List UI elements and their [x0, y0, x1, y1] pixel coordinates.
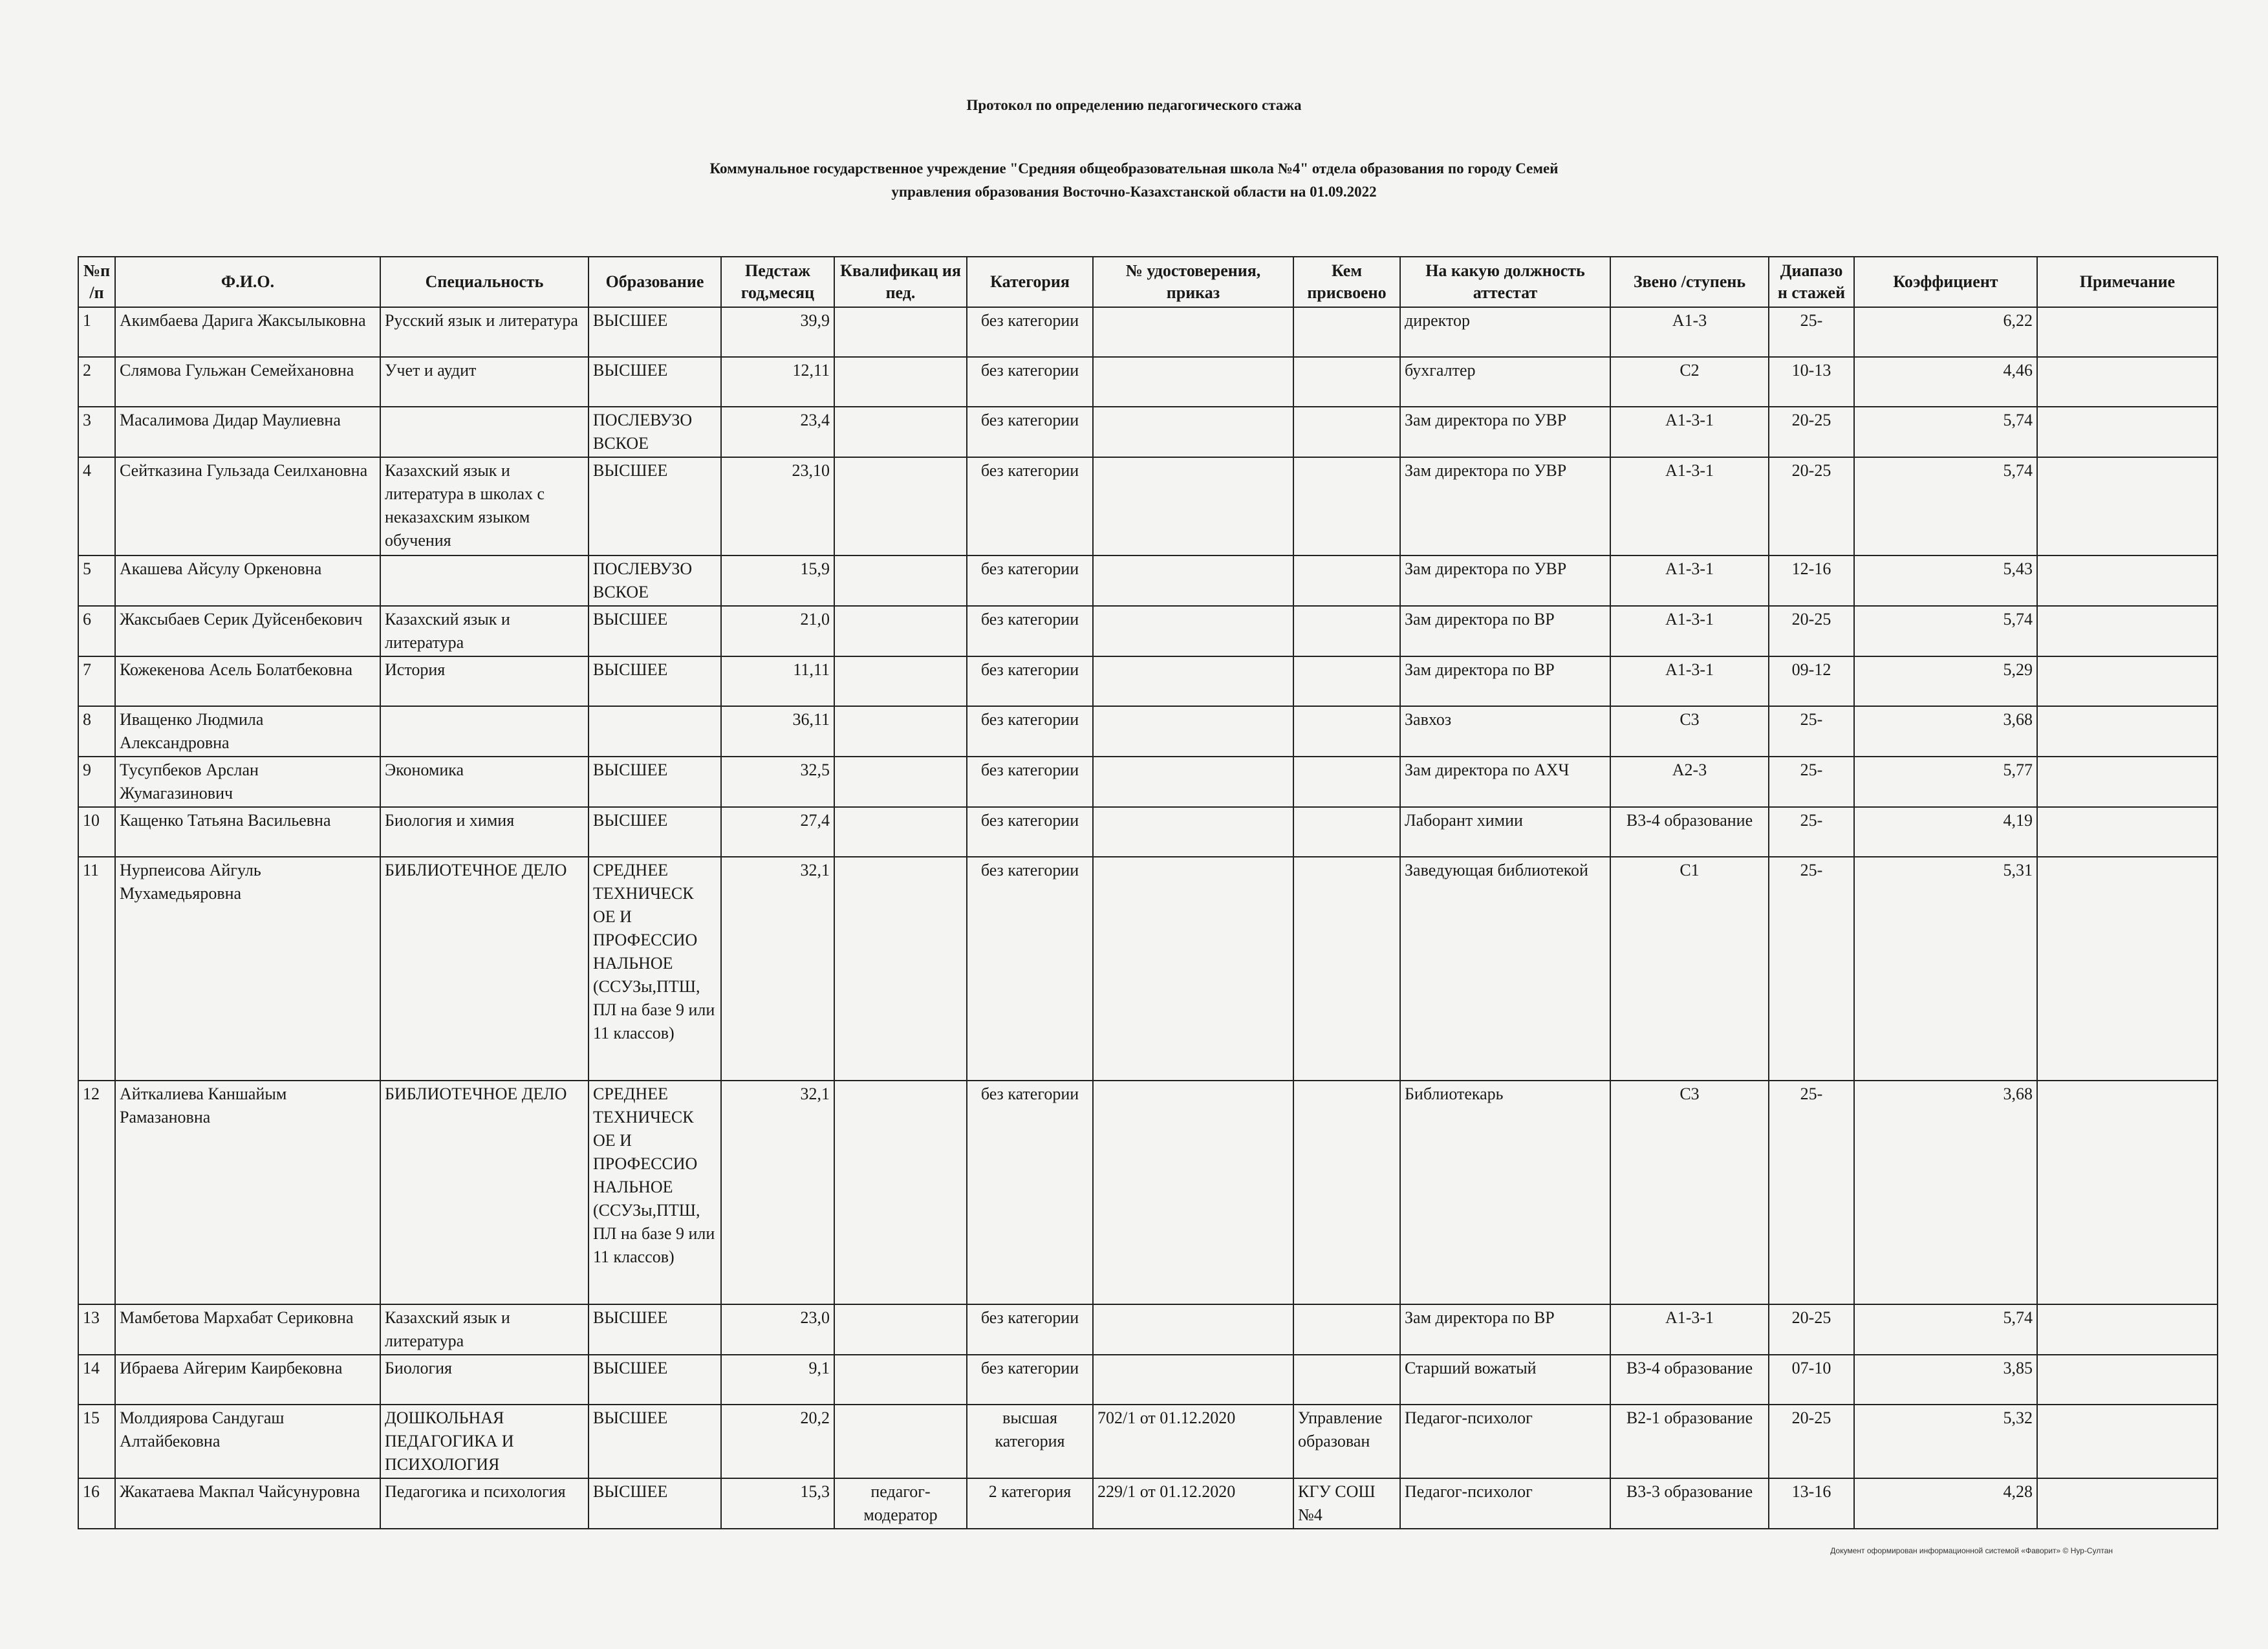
row-ped-stazh: 15,3 [721, 1478, 834, 1529]
row-range: 07-10 [1769, 1355, 1854, 1405]
row-assigned-by [1293, 357, 1400, 407]
row-fio: Жаксыбаев Серик Дуйсенбекович [115, 606, 380, 656]
row-specialty: ДОШКОЛЬНАЯ ПЕДАГОГИКА И ПСИХОЛОГИЯ [380, 1405, 589, 1478]
row-certificate [1093, 307, 1293, 357]
row-category: без категории [967, 357, 1093, 407]
header-range: Диапазо н стажей [1769, 257, 1854, 307]
row-qualification [834, 1405, 967, 1478]
row-position: Зам директора по ВР [1400, 656, 1610, 706]
row-range: 25- [1769, 857, 1854, 1081]
row-assigned-by [1293, 706, 1400, 757]
row-fio: Акашева Айсулу Оркеновна [115, 555, 380, 606]
table-row [78, 606, 2218, 656]
row-category: без категории [967, 606, 1093, 656]
table-row [78, 555, 2218, 606]
row-level: C1 [1610, 857, 1769, 1081]
row-specialty: Экономика [380, 757, 589, 807]
row-category: без категории [967, 656, 1093, 706]
row-assigned-by [1293, 807, 1400, 857]
table-row [78, 706, 2218, 757]
row-qualification [834, 606, 967, 656]
document-subtitle [0, 157, 2268, 204]
row-education: СРЕДНЕЕ ТЕХНИЧЕСК ОЕ И ПРОФЕССИО НАЛЬНОЕ (ССУЗы,ПТШ, ПЛ на базе 9 или 11 классов) [589, 857, 721, 1081]
row-coefficient: 5,29 [1854, 656, 2037, 706]
row-ped-stazh: 32,1 [721, 1081, 834, 1304]
row-range: 25- [1769, 757, 1854, 807]
row-note [2037, 457, 2218, 555]
row-qualification [834, 555, 967, 606]
row-certificate: 229/1 от 01.12.2020 [1093, 1478, 1293, 1529]
row-qualification [834, 1304, 967, 1355]
row-level: B3-4 образование [1610, 807, 1769, 857]
header-certificate: № удостоверения, приказ [1093, 257, 1293, 307]
row-coefficient: 3,68 [1854, 706, 2037, 757]
row-education: ВЫСШЕЕ [589, 757, 721, 807]
row-position: Завхоз [1400, 706, 1610, 757]
row-level: C3 [1610, 706, 1769, 757]
header-qualification: Квалификац ия пед. [834, 257, 967, 307]
row-education: ВЫСШЕЕ [589, 457, 721, 555]
row-ped-stazh: 32,1 [721, 857, 834, 1081]
row-fio: Сейтказина Гульзада Сеилхановна [115, 457, 380, 555]
row-ped-stazh: 36,11 [721, 706, 834, 757]
row-certificate [1093, 1304, 1293, 1355]
row-level: A1-3-1 [1610, 457, 1769, 555]
row-range: 20-25 [1769, 1405, 1854, 1478]
row-coefficient: 5,77 [1854, 757, 2037, 807]
row-ped-stazh: 15,9 [721, 555, 834, 606]
row-education [589, 706, 721, 757]
row-certificate: 702/1 от 01.12.2020 [1093, 1405, 1293, 1478]
row-fio: Айткалиева Каншайым Рамазановна [115, 1081, 380, 1304]
row-qualification [834, 857, 967, 1081]
row-ped-stazh: 23,4 [721, 407, 834, 457]
header-category: Категория [967, 257, 1093, 307]
row-range: 20-25 [1769, 407, 1854, 457]
row-ped-stazh: 27,4 [721, 807, 834, 857]
row-note [2037, 606, 2218, 656]
row-ped-stazh: 39,9 [721, 307, 834, 357]
table-header-row [78, 257, 2218, 307]
row-category: без категории [967, 1304, 1093, 1355]
footer-note: Документ оформирован информационной системой «Фаворит» © Нур-Султан [1830, 1546, 2113, 1555]
row-education: ВЫСШЕЕ [589, 606, 721, 656]
row-level: B2-1 образование [1610, 1405, 1769, 1478]
row-certificate [1093, 857, 1293, 1081]
subtitle-line-2: управления образования Восточно-Казахстанской области на 01.09.2022 [891, 184, 1377, 200]
table-row [78, 656, 2218, 706]
row-specialty: БИБЛИОТЕЧНОЕ ДЕЛО [380, 857, 589, 1081]
row-coefficient: 5,74 [1854, 457, 2037, 555]
row-coefficient: 5,43 [1854, 555, 2037, 606]
row-note [2037, 1081, 2218, 1304]
table-row [78, 807, 2218, 857]
header-position: На какую должность аттестат [1400, 257, 1610, 307]
row-position: Лаборант химии [1400, 807, 1610, 857]
row-qualification [834, 457, 967, 555]
row-category: без категории [967, 807, 1093, 857]
row-number: 2 [78, 357, 115, 407]
row-education: ВЫСШЕЕ [589, 307, 721, 357]
row-qualification [834, 1355, 967, 1405]
row-fio: Слямова Гульжан Семейхановна [115, 357, 380, 407]
row-fio: Акимбаева Дарига Жаксылыковна [115, 307, 380, 357]
row-position: бухгалтер [1400, 357, 1610, 407]
row-assigned-by [1293, 857, 1400, 1081]
row-certificate [1093, 357, 1293, 407]
row-range: 25- [1769, 307, 1854, 357]
row-education: ВЫСШЕЕ [589, 656, 721, 706]
row-certificate [1093, 606, 1293, 656]
row-level: A1-3 [1610, 307, 1769, 357]
row-assigned-by [1293, 457, 1400, 555]
row-fio: Молдиярова Сандугаш Алтайбековна [115, 1405, 380, 1478]
row-ped-stazh: 9,1 [721, 1355, 834, 1405]
row-certificate [1093, 1355, 1293, 1405]
row-category: без категории [967, 407, 1093, 457]
row-note [2037, 1478, 2218, 1529]
row-qualification [834, 757, 967, 807]
row-note [2037, 757, 2218, 807]
row-number: 1 [78, 307, 115, 357]
row-ped-stazh: 23,0 [721, 1304, 834, 1355]
row-number: 10 [78, 807, 115, 857]
row-number: 5 [78, 555, 115, 606]
row-qualification [834, 407, 967, 457]
row-coefficient: 3,85 [1854, 1355, 2037, 1405]
row-specialty: Казахский язык и литература [380, 606, 589, 656]
row-certificate [1093, 706, 1293, 757]
table-row [78, 407, 2218, 457]
row-fio: Иващенко Людмила Александровна [115, 706, 380, 757]
row-ped-stazh: 12,11 [721, 357, 834, 407]
row-number: 15 [78, 1405, 115, 1478]
row-education: ВЫСШЕЕ [589, 1478, 721, 1529]
row-note [2037, 656, 2218, 706]
row-qualification [834, 1081, 967, 1304]
row-qualification [834, 706, 967, 757]
row-note [2037, 1355, 2218, 1405]
row-note [2037, 555, 2218, 606]
row-note [2037, 1405, 2218, 1478]
row-number: 7 [78, 656, 115, 706]
row-specialty: Биология и химия [380, 807, 589, 857]
row-category: 2 категория [967, 1478, 1093, 1529]
row-number: 16 [78, 1478, 115, 1529]
row-specialty: БИБЛИОТЕЧНОЕ ДЕЛО [380, 1081, 589, 1304]
row-fio: Нурпеисова Айгуль Мухамедьяровна [115, 857, 380, 1081]
row-note [2037, 1304, 2218, 1355]
row-ped-stazh: 21,0 [721, 606, 834, 656]
row-category: без категории [967, 706, 1093, 757]
row-range: 10-13 [1769, 357, 1854, 407]
row-fio: Кожекенова Асель Болатбековна [115, 656, 380, 706]
row-range: 20-25 [1769, 457, 1854, 555]
row-specialty [380, 407, 589, 457]
row-assigned-by [1293, 1304, 1400, 1355]
row-note [2037, 706, 2218, 757]
header-note: Примечание [2037, 257, 2218, 307]
row-position: Зам директора по УВР [1400, 457, 1610, 555]
row-assigned-by [1293, 1355, 1400, 1405]
row-certificate [1093, 457, 1293, 555]
row-specialty: Педагогика и психология [380, 1478, 589, 1529]
row-fio: Кащенко Татьяна Васильевна [115, 807, 380, 857]
row-specialty: Учет и аудит [380, 357, 589, 407]
row-range: 12-16 [1769, 555, 1854, 606]
table-row [78, 757, 2218, 807]
row-number: 13 [78, 1304, 115, 1355]
row-level: A1-3-1 [1610, 407, 1769, 457]
document-title: Протокол по определению педагогического стажа [966, 97, 1302, 113]
row-qualification [834, 307, 967, 357]
row-qualification: педагог-модератор [834, 1478, 967, 1529]
row-level: A1-3-1 [1610, 606, 1769, 656]
row-note [2037, 857, 2218, 1081]
row-qualification [834, 357, 967, 407]
row-range: 25- [1769, 807, 1854, 857]
row-position: Зам директора по ВР [1400, 1304, 1610, 1355]
row-coefficient: 5,74 [1854, 606, 2037, 656]
row-number: 8 [78, 706, 115, 757]
row-position: Заведующая библиотекой [1400, 857, 1610, 1081]
row-category: без категории [967, 457, 1093, 555]
row-note [2037, 357, 2218, 407]
row-qualification [834, 807, 967, 857]
row-range: 20-25 [1769, 606, 1854, 656]
row-coefficient: 3,68 [1854, 1081, 2037, 1304]
row-level: C2 [1610, 357, 1769, 407]
row-fio: Ибраева Айгерим Каирбековна [115, 1355, 380, 1405]
row-position: Зам директора по ВР [1400, 606, 1610, 656]
row-number: 4 [78, 457, 115, 555]
row-level: A1-3-1 [1610, 1304, 1769, 1355]
table-row [78, 457, 2218, 555]
row-certificate [1093, 656, 1293, 706]
row-number: 14 [78, 1355, 115, 1405]
table-row [78, 307, 2218, 357]
header-assigned-by: Кем присвоено [1293, 257, 1400, 307]
row-category: без категории [967, 307, 1093, 357]
row-ped-stazh: 20,2 [721, 1405, 834, 1478]
row-assigned-by [1293, 757, 1400, 807]
row-coefficient: 4,19 [1854, 807, 2037, 857]
row-coefficient: 5,74 [1854, 1304, 2037, 1355]
row-range: 25- [1769, 706, 1854, 757]
row-level: C3 [1610, 1081, 1769, 1304]
row-certificate [1093, 555, 1293, 606]
table-row [78, 357, 2218, 407]
row-number: 12 [78, 1081, 115, 1304]
row-level: A2-3 [1610, 757, 1769, 807]
row-specialty: Русский язык и литература [380, 307, 589, 357]
row-education: ВЫСШЕЕ [589, 357, 721, 407]
table-row [78, 1081, 2218, 1304]
table-row [78, 1304, 2218, 1355]
row-number: 6 [78, 606, 115, 656]
row-education: ВЫСШЕЕ [589, 1304, 721, 1355]
header-coefficient: Коэффициент [1854, 257, 2037, 307]
row-assigned-by [1293, 656, 1400, 706]
row-assigned-by [1293, 1081, 1400, 1304]
subtitle-line-1: Коммунальное государственное учреждение "Средняя общеобразовательная школа №4" отдела образования по городу Семей [709, 160, 1559, 177]
row-ped-stazh: 11,11 [721, 656, 834, 706]
row-coefficient: 4,28 [1854, 1478, 2037, 1529]
row-level: A1-3-1 [1610, 555, 1769, 606]
row-position: директор [1400, 307, 1610, 357]
row-category: без категории [967, 1081, 1093, 1304]
row-fio: Тусупбеков Арслан Жумагазинович [115, 757, 380, 807]
row-education: ПОСЛЕВУЗО ВСКОЕ [589, 555, 721, 606]
row-coefficient: 5,32 [1854, 1405, 2037, 1478]
row-number: 3 [78, 407, 115, 457]
row-specialty: Биология [380, 1355, 589, 1405]
table-row [78, 1478, 2218, 1529]
row-coefficient: 5,74 [1854, 407, 2037, 457]
row-certificate [1093, 1081, 1293, 1304]
row-position: Педагог-психолог [1400, 1405, 1610, 1478]
row-position: Зам директора по УВР [1400, 407, 1610, 457]
row-category: без категории [967, 555, 1093, 606]
row-ped-stazh: 23,10 [721, 457, 834, 555]
header-ped-stazh: Педстаж год,месяц [721, 257, 834, 307]
row-category: высшая категория [967, 1405, 1093, 1478]
row-ped-stazh: 32,5 [721, 757, 834, 807]
row-education: ВЫСШЕЕ [589, 1405, 721, 1478]
row-education: ВЫСШЕЕ [589, 807, 721, 857]
row-range: 13-16 [1769, 1478, 1854, 1529]
row-range: 25- [1769, 1081, 1854, 1304]
row-fio: Мамбетова Мархабат Сериковна [115, 1304, 380, 1355]
row-certificate [1093, 757, 1293, 807]
row-note [2037, 807, 2218, 857]
row-specialty: Казахский язык и литература [380, 1304, 589, 1355]
row-category: без категории [967, 757, 1093, 807]
row-level: B3-3 образование [1610, 1478, 1769, 1529]
header-specialty: Специальность [380, 257, 589, 307]
row-coefficient: 5,31 [1854, 857, 2037, 1081]
row-specialty: История [380, 656, 589, 706]
header-number: №п /п [78, 257, 115, 307]
row-category: без категории [967, 857, 1093, 1081]
staff-table [78, 256, 2218, 1529]
header-level: Звено /ступень [1610, 257, 1769, 307]
row-specialty [380, 706, 589, 757]
row-coefficient: 6,22 [1854, 307, 2037, 357]
row-number: 9 [78, 757, 115, 807]
table-row [78, 1355, 2218, 1405]
header-fio: Ф.И.О. [115, 257, 380, 307]
row-certificate [1093, 807, 1293, 857]
row-assigned-by [1293, 407, 1400, 457]
row-position: Зам директора по УВР [1400, 555, 1610, 606]
row-fio: Масалимова Дидар Маулиевна [115, 407, 380, 457]
row-position: Старший вожатый [1400, 1355, 1610, 1405]
row-fio: Жакатаева Макпал Чайсунуровна [115, 1478, 380, 1529]
row-qualification [834, 656, 967, 706]
row-coefficient: 4,46 [1854, 357, 2037, 407]
row-education: ВЫСШЕЕ [589, 1355, 721, 1405]
row-position: Библиотекарь [1400, 1081, 1610, 1304]
row-position: Зам директора по АХЧ [1400, 757, 1610, 807]
row-level: A1-3-1 [1610, 656, 1769, 706]
row-range: 20-25 [1769, 1304, 1854, 1355]
row-range: 09-12 [1769, 656, 1854, 706]
row-note [2037, 307, 2218, 357]
row-level: B3-4 образование [1610, 1355, 1769, 1405]
row-position: Педагог-психолог [1400, 1478, 1610, 1529]
row-specialty [380, 555, 589, 606]
row-assigned-by [1293, 307, 1400, 357]
row-category: без категории [967, 1355, 1093, 1405]
row-assigned-by [1293, 606, 1400, 656]
row-number: 11 [78, 857, 115, 1081]
row-assigned-by: Управление образован [1293, 1405, 1400, 1478]
row-note [2037, 407, 2218, 457]
header-education: Образование [589, 257, 721, 307]
row-education: СРЕДНЕЕ ТЕХНИЧЕСК ОЕ И ПРОФЕССИО НАЛЬНОЕ (ССУЗы,ПТШ, ПЛ на базе 9 или 11 классов) [589, 1081, 721, 1304]
row-certificate [1093, 407, 1293, 457]
table-row [78, 1405, 2218, 1478]
row-education: ПОСЛЕВУЗО ВСКОЕ [589, 407, 721, 457]
table-row [78, 857, 2218, 1081]
row-assigned-by: КГУ СОШ №4 [1293, 1478, 1400, 1529]
row-specialty: Казахский язык и литература в школах с неказахским языком обучения [380, 457, 589, 555]
row-assigned-by [1293, 555, 1400, 606]
